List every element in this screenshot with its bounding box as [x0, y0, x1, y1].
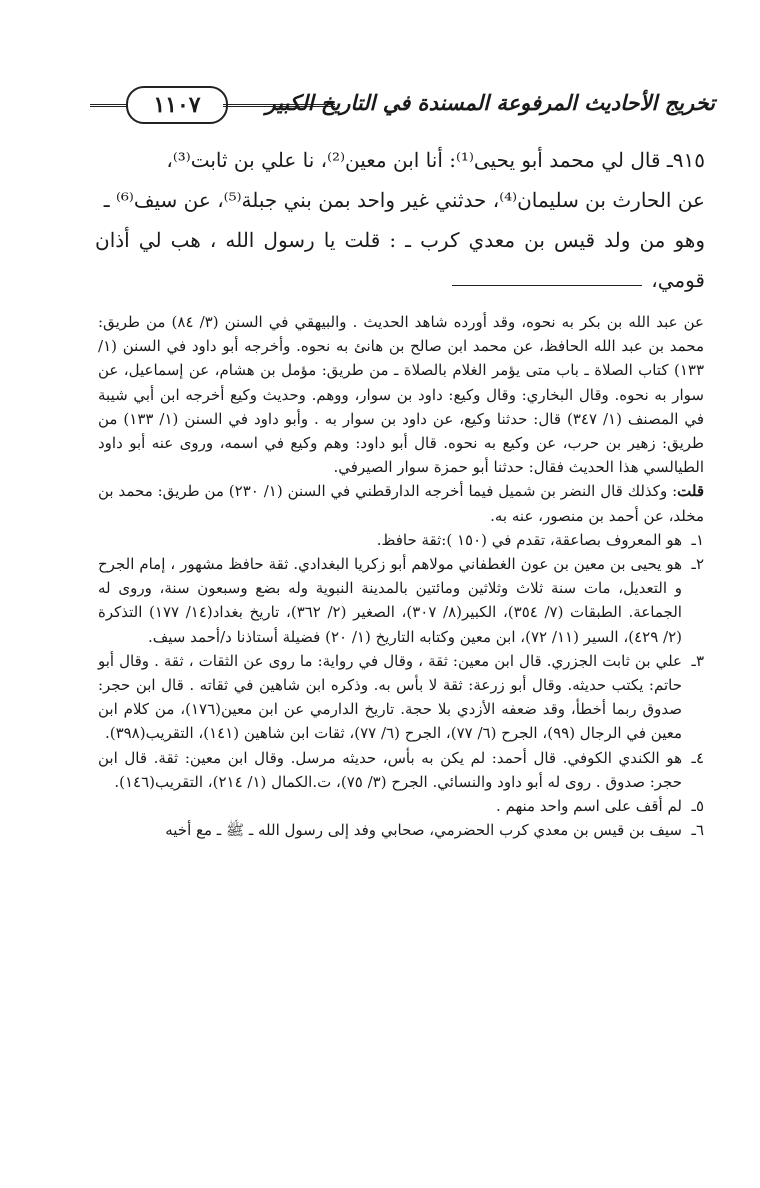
hadith-line-3: وهو من ولد قيس بن معدي كرب ـ : قلت يا رسول الله ، هب لي أذان قومي،	[95, 228, 705, 292]
footnote-item	[98, 649, 704, 746]
footnote-number: ١ـ	[691, 530, 704, 549]
page-number: ١١٠٧	[126, 86, 228, 124]
hadith-line-1: ٩١٥ـ قال لي محمد أبو يحيى⁽¹⁾: أنا ابن معين⁽²⁾، نا علي بن ثابت⁽³⁾،	[166, 148, 705, 172]
qultu-note	[98, 479, 704, 527]
footnote-number: ٢ـ	[691, 555, 704, 574]
hadith-text	[95, 140, 705, 300]
footnote-continuation: عن عبد الله بن بكر به نحوه، وقد أورده شاهد الحديث . والبيهقي في السنن (٣/ ٨٤) من طريق: محمد بن عبد الله الحافظ، عن محمد ابن صالح بن هانئ به نحوه. وأخرجه أبو داود في السنن (١/ ١٣٣) كتاب الصلاة ـ باب متى يؤمر الغلام بالصلاة ـ من طريق: مؤمل بن هشام، عن إسماعيل، عن سوار به نحوه. وقال البخاري: وقال وكيع: داود بن سوار، ووهم. وحديث وكيع أخرجه ابن أبي شيبة في المصنف (١/ ٣٤٧) قال: حدثنا وكيع، عن داود بن سوار به . وأبو داود في السنن (١/ ١٣٣) من طريق: زهير بن حرب، عن وكيع به نحوه. قال أبو داود: وهم وكيع في اسمه، وروى عنه أبو داود الطيالسي هذا الحديث فقال: حدثنا أبو حمزة سوار الصيرفي.	[98, 313, 704, 477]
hadith-line-2: عن الحارث بن سليمان⁽⁴⁾، حدثني غير واحد بمن بني جبلة⁽⁵⁾، عن سيف⁽⁶⁾ ـ	[103, 188, 705, 212]
qultu-text: : وكذلك قال النضر بن شميل فيما أخرجه الدارقطني في السنن (١/ ٢٣٠) من طريق: محمد بن مخلد، عن أحمد بن منصور، عنه به.	[98, 482, 704, 525]
qultu-label: قلت	[677, 482, 705, 501]
footnote-text: هو الكندي الكوفي. قال أحمد: لم يكن به بأس، حديثه مرسل. وقال ابن معين: ثقة. قال ابن حجر: صدوق . روى له أبو داود والنسائي. الجرح (٣/ ٧٥)، ت.الكمال (١/ ٢١٤)، التقريب(١٤٦).	[98, 748, 682, 791]
footnote-item	[98, 794, 704, 818]
footnote-item	[98, 818, 704, 842]
footnote-item	[98, 528, 704, 552]
footnote-text: لم أقف على اسم واحد منهم .	[496, 797, 682, 816]
footnote-text: سيف بن قيس بن معدي كرب الحضرمي، صحابي وفد إلى رسول الله ـ ﷺ ـ مع أخيه	[165, 821, 682, 840]
footnote-text: هو يحيى بن معين بن عون الغطفاني مولاهم أبو زكريا البغدادي. ثقة حافظ مشهور ، إمام الجرح و التعديل، مات سنة ثلاث وثلاثين ومائتين بالمدينة النبوية وله بضع وسبعون سنة، وروى له الجماعة. الطبقات (٧/ ٣٥٤)، الكبير(٨/ ٣٠٧)، الصغير (٢/ ٣٦٢)، تاريخ بغداد(١٤/ ١٧٧) التذكرة (٢/ ٤٢٩)، السير (١١/ ٧٢)، ابن معين وكتابه التاريخ (١/ ٢٠) فضيلة أستاذنا د/أحمد سيف.	[98, 555, 682, 646]
footnote-number: ٦ـ	[691, 821, 704, 840]
footnotes	[98, 310, 704, 842]
footnote-separator	[452, 285, 642, 286]
footnote-item	[98, 552, 704, 649]
footnote-number: ٣ـ	[691, 651, 704, 670]
footnote-item	[98, 746, 704, 794]
footnote-number: ٤ـ	[691, 748, 704, 767]
footnote-text: هو المعروف بصاعقة، تقدم في (١٥٠ ):ثقة حافظ.	[376, 530, 682, 549]
header-rule-left	[90, 104, 128, 107]
running-title: تخريج الأحاديث المرفوعة المسندة في التاريخ الكبير	[265, 90, 715, 115]
page-header	[90, 84, 715, 126]
footnote-list	[98, 528, 704, 843]
footnote-number: ٥ـ	[691, 797, 704, 816]
footnote-text: علي بن ثابت الجزري. قال ابن معين: ثقة ، وقال في رواية: ما روى عن الثقات ، ثقة . وقال أبو حاتم: يكتب حديثه. وقال أبو زرعة: ثقة لا بأس به. وذكره ابن شاهين في ثقاته . قال ابن حجر: صدوق ربما أخطأ، وقد ضعفه الأزدي بلا حجة. تاريخ الدارمي عن ابن معين(١٧٦)، من كلام ابن معين في الرجال (٩٩)، الجرح (٦/ ٧٧)، الجرح (٦/ ٧٧)، ثقات ابن شاهين (١٤١)، التقريب(٣٩٨).	[98, 651, 683, 743]
